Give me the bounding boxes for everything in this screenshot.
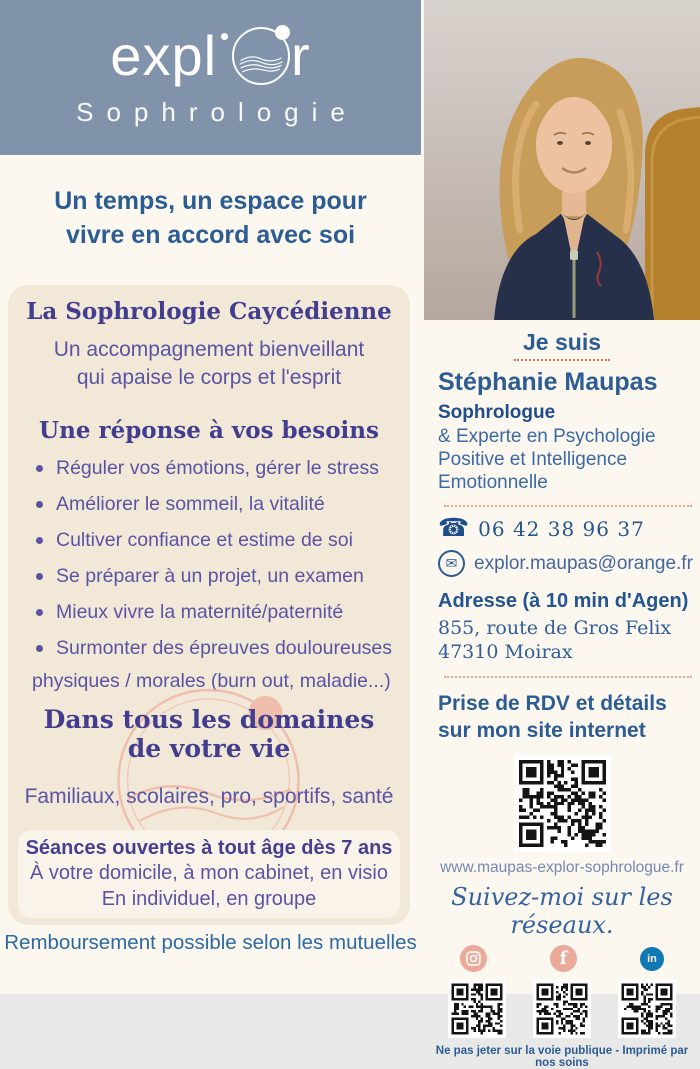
list-item: Améliorer le sommeil, la vitalité [56, 493, 410, 516]
list-item: Cultiver confiance et estime de soi [56, 529, 410, 552]
logo-word-start: expl [110, 24, 218, 87]
reimbursement-note: Remboursement possible selon les mutuelles [4, 931, 417, 954]
domains-heading-line2: de votre vie [127, 734, 291, 764]
dotted-separator [444, 505, 692, 507]
mail-icon: ✉ [438, 550, 465, 577]
right-column [424, 0, 700, 1069]
logo-circle-dot-icon [275, 25, 290, 40]
sessions-box [18, 830, 400, 918]
identity-block [424, 368, 700, 744]
qr-facebook[interactable] [533, 980, 591, 1038]
phone-number[interactable]: 06 42 38 96 37 [478, 516, 645, 541]
domains-list: Familiaux, scolaires, pro, sportifs, santé [24, 784, 394, 808]
email-address[interactable]: explor.maupas@orange.fr [474, 552, 693, 574]
person-name: Stéphanie Maupas [438, 368, 658, 396]
phone-icon: ☎ [438, 514, 470, 543]
dotted-separator [444, 676, 692, 678]
list-item: Surmonter des épreuves douloureuses [56, 637, 410, 660]
instagram-icon[interactable] [460, 945, 487, 972]
person-role: Sophrologue [438, 402, 556, 423]
rdv-line1: Prise de RDV et détails [438, 691, 667, 715]
qr-website[interactable] [514, 755, 611, 852]
portrait-photo [424, 0, 700, 320]
website-url[interactable]: www.maupas-explor-sophrologue.fr [440, 859, 684, 877]
logo-o-waves-icon [232, 27, 290, 85]
logo-word-end: r [291, 24, 311, 87]
tagline: Un temps, un espace pour vivre en accord avec soi [54, 187, 367, 249]
phone-row[interactable] [438, 516, 700, 541]
social-qr-row [424, 980, 700, 1038]
sessions-age: Séances ouvertes à tout âge dès 7 ans [25, 837, 393, 859]
info-card [8, 285, 410, 925]
qr-linkedin[interactable] [618, 980, 676, 1038]
method-heading: La Sophrologie Caycédienne [26, 298, 392, 325]
apostrophe-dot-icon [221, 33, 228, 40]
social-caption: Suivez-moi sur les réseaux. [451, 883, 673, 940]
qr-instagram[interactable] [448, 980, 506, 1038]
needs-list [8, 457, 410, 660]
domains-heading-line1: Dans tous les domaines [43, 704, 375, 734]
method-intro: Un accompagnement bienveillant qui apaise le corps et l'esprit [53, 338, 365, 389]
intro-label: Je suis [523, 329, 601, 355]
print-notice: Ne pas jeter sur la voie publique - Imprimé par nos soins [435, 1045, 689, 1069]
rdv-note [438, 690, 700, 745]
list-item: Mieux vivre la maternité/paternité [56, 601, 410, 624]
sessions-format: En individuel, en groupe [101, 888, 317, 911]
facebook-icon[interactable]: f [550, 945, 577, 972]
brand-header [0, 0, 421, 155]
linkedin-icon[interactable]: in [640, 947, 664, 971]
person-role-detail: & Experte en Psychologie Positive et Intelligence Emotionnelle [438, 426, 656, 493]
email-row[interactable] [438, 550, 700, 577]
address-heading: Adresse (à 10 min d'Agen) [438, 590, 689, 613]
intro-underline [514, 359, 610, 361]
explor-logo [110, 24, 311, 87]
domains-section [8, 705, 410, 809]
brand-subtitle: Sophrologie [76, 97, 358, 127]
list-item: Se préparer à un projet, un examen [56, 565, 410, 588]
list-item: Réguler vos émotions, gérer le stress [56, 457, 410, 480]
sessions-places: À votre domicile, à mon cabinet, en visio [30, 862, 388, 884]
domains-heading [8, 705, 410, 764]
address-city: 47310 Moirax [438, 641, 573, 664]
needs-heading: Une réponse à vos besoins [39, 416, 379, 444]
social-icons-row [424, 945, 700, 972]
list-item-continuation: physiques / morales (burn out, maladie...) [32, 669, 391, 692]
address-street: 855, route de Gros Felix [438, 617, 672, 640]
rdv-line2: sur mon site internet [438, 719, 646, 743]
